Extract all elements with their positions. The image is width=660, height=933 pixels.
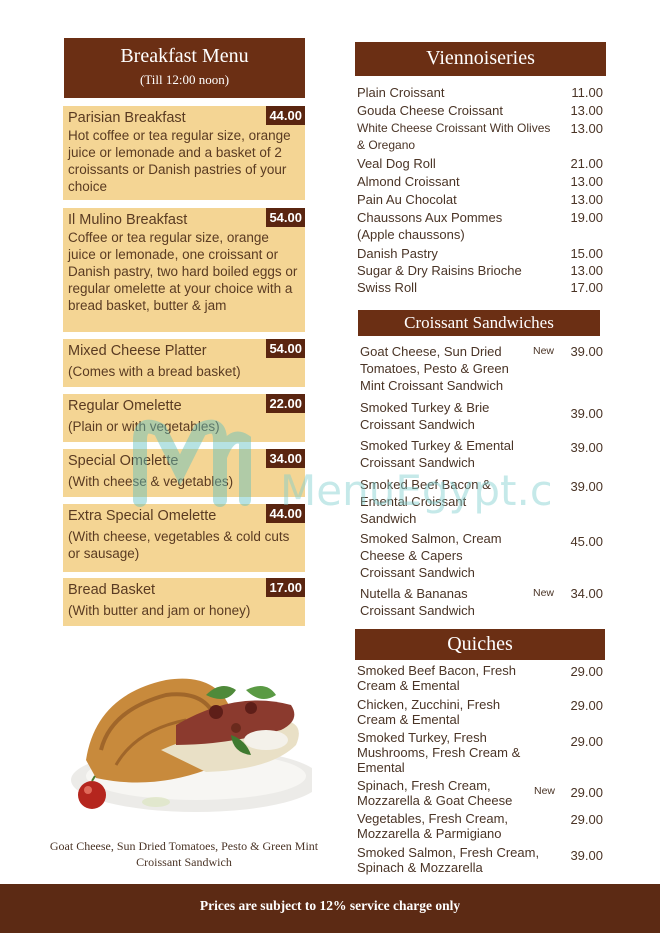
item-price: 29.00: [570, 734, 603, 749]
service-charge-note: Prices are subject to 12% service charge only: [199, 898, 461, 913]
item-name: Chaussons Aux Pommes (Apple chaussons): [357, 210, 503, 242]
item-name: Vegetables, Fresh Cream, Mozzarella & Parmigiano: [357, 811, 509, 841]
item-name: Extra Special Omelette: [68, 508, 217, 524]
breakfast-heading: [64, 38, 305, 98]
item-price: 39.00: [570, 479, 603, 494]
quiches-title: Quiches: [447, 633, 513, 655]
breakfast-item: [63, 449, 305, 497]
item-name: Regular Omelette: [68, 398, 182, 414]
list-item: [357, 173, 603, 190]
photo-caption: Goat Cheese, Sun Dried Tomatoes, Pesto & Green Mint Croissant Sandwich: [49, 839, 319, 869]
item-description: (With cheese, vegetables & cold cuts or sausage): [68, 529, 290, 561]
item-price: 13.00: [570, 121, 603, 136]
item-price: 13.00: [570, 174, 603, 189]
item-price: 29.00: [570, 785, 603, 800]
item-price: 44.00: [266, 504, 305, 523]
item-name: Nutella & Bananas Croissant Sandwich: [360, 586, 475, 618]
list-item: [357, 155, 603, 172]
item-price: 39.00: [570, 848, 603, 863]
list-item: [360, 585, 603, 620]
item-name: Mixed Cheese Platter: [68, 343, 207, 359]
list-item: [357, 697, 603, 729]
item-name: Gouda Cheese Croissant: [357, 103, 503, 118]
breakfast-item: [63, 578, 305, 626]
list-item: [360, 437, 603, 472]
item-price: 54.00: [266, 208, 305, 227]
breakfast-title: Breakfast Menu: [120, 45, 249, 67]
croissant-sandwich-photo: [56, 650, 312, 820]
item-name: Pain Au Chocolat: [357, 192, 457, 207]
list-item: [357, 209, 603, 244]
breakfast-item: [63, 339, 305, 387]
item-price: 22.00: [266, 394, 305, 413]
breakfast-item: [63, 394, 305, 442]
item-price: 21.00: [570, 156, 603, 171]
croissant-sandwiches-title: Croissant Sandwiches: [404, 313, 554, 332]
item-name: Goat Cheese, Sun Dried Tomatoes, Pesto & Green Mint Croissant Sandwich: [360, 344, 509, 393]
item-price: 11.00: [571, 85, 603, 100]
item-description: (With cheese & vegetables): [68, 474, 234, 489]
item-name: Smoked Beef Bacon & Emental Croissant Sandwich: [360, 477, 491, 526]
item-name: Plain Croissant: [357, 85, 445, 100]
item-price: 34.00: [266, 449, 305, 468]
item-description: Hot coffee or tea regular size, orange juice or lemonade and a basket of 2 croissants or Danish pastries of your choice: [68, 128, 291, 194]
list-item: [357, 279, 603, 296]
breakfast-item: [63, 504, 305, 572]
item-price: 45.00: [570, 534, 603, 549]
item-name: Special Omelette: [68, 453, 179, 469]
item-price: 29.00: [570, 698, 603, 713]
item-name: Danish Pastry: [357, 246, 438, 261]
item-name: Swiss Roll: [357, 280, 417, 295]
list-item: [360, 343, 603, 395]
list-item: [360, 530, 603, 582]
item-name: Sugar & Dry Raisins Brioche: [357, 263, 522, 278]
new-badge: New: [534, 785, 556, 797]
item-name: Smoked Beef Bacon, Fresh Cream & Emental: [357, 663, 516, 693]
item-description: (With butter and jam or honey): [68, 603, 251, 618]
item-price: 29.00: [570, 812, 603, 827]
item-name: Bread Basket: [68, 582, 156, 598]
new-badge: New: [533, 345, 555, 357]
quiches-heading: [355, 629, 605, 660]
item-description: (Comes with a bread basket): [68, 364, 241, 379]
list-item: [357, 663, 603, 695]
list-item: [357, 120, 603, 155]
list-item: [357, 191, 603, 208]
item-name: Chicken, Zucchini, Fresh Cream & Emental: [357, 697, 501, 727]
item-price: 54.00: [266, 339, 305, 358]
item-name: Il Mulino Breakfast: [68, 212, 188, 228]
item-price: 13.00: [570, 263, 603, 278]
list-item: [360, 476, 603, 528]
viennoiseries-title: Viennoiseries: [426, 47, 535, 69]
watermark-text: MenuEgypt.c: [280, 466, 550, 515]
list-item: [357, 84, 603, 101]
item-price: 29.00: [570, 664, 603, 679]
item-description: (Plain or with vegetables): [68, 419, 220, 434]
item-price: 19.00: [570, 210, 603, 225]
item-price: 39.00: [570, 406, 603, 421]
item-price: 15.00: [570, 246, 603, 261]
list-item: [357, 778, 603, 810]
list-item: [357, 730, 603, 776]
item-price: 17.00: [266, 578, 305, 597]
item-price: 34.00: [570, 586, 603, 601]
list-item: [357, 262, 603, 279]
item-name: White Cheese Croissant With Olives & Oregano: [357, 121, 551, 152]
breakfast-item: [63, 106, 305, 200]
new-badge: New: [533, 587, 555, 599]
item-name: Smoked Turkey & Emental Croissant Sandwich: [360, 438, 514, 470]
item-price: 17.00: [570, 280, 603, 295]
item-name: Almond Croissant: [357, 174, 460, 189]
item-price: 39.00: [570, 344, 603, 359]
viennoiseries-heading: [355, 42, 606, 76]
list-item: [357, 845, 603, 877]
list-item: [357, 811, 603, 843]
item-price: 39.00: [570, 440, 603, 455]
list-item: [357, 245, 603, 262]
croissant-sandwiches-heading: [358, 310, 600, 336]
footer-bar: [0, 884, 660, 933]
item-name: Smoked Turkey & Brie Croissant Sandwich: [360, 400, 490, 432]
list-item: [357, 102, 603, 119]
item-name: Parisian Breakfast: [68, 110, 186, 126]
item-name: Smoked Turkey, Fresh Mushrooms, Fresh Cream & Emental: [357, 730, 521, 775]
item-name: Veal Dog Roll: [357, 156, 436, 171]
breakfast-item: [63, 208, 305, 332]
item-description: Coffee or tea regular size, orange juice or lemonade, one croissant or Danish pastry, two hard boiled eggs or regular omelette at your choice with a bread basket, butter & jam: [68, 230, 298, 313]
item-price: 13.00: [570, 192, 603, 207]
item-name: Spinach, Fresh Cream, Mozzarella & Goat Cheese: [357, 778, 513, 808]
breakfast-subtitle: (Till 12:00 noon): [139, 72, 230, 87]
item-price: 13.00: [570, 103, 603, 118]
item-name: Smoked Salmon, Cream Cheese & Capers Croissant Sandwich: [360, 531, 502, 580]
item-price: 44.00: [266, 106, 305, 125]
item-name: Smoked Salmon, Fresh Cream, Spinach & Mozzarella: [357, 845, 540, 875]
list-item: [360, 399, 603, 434]
